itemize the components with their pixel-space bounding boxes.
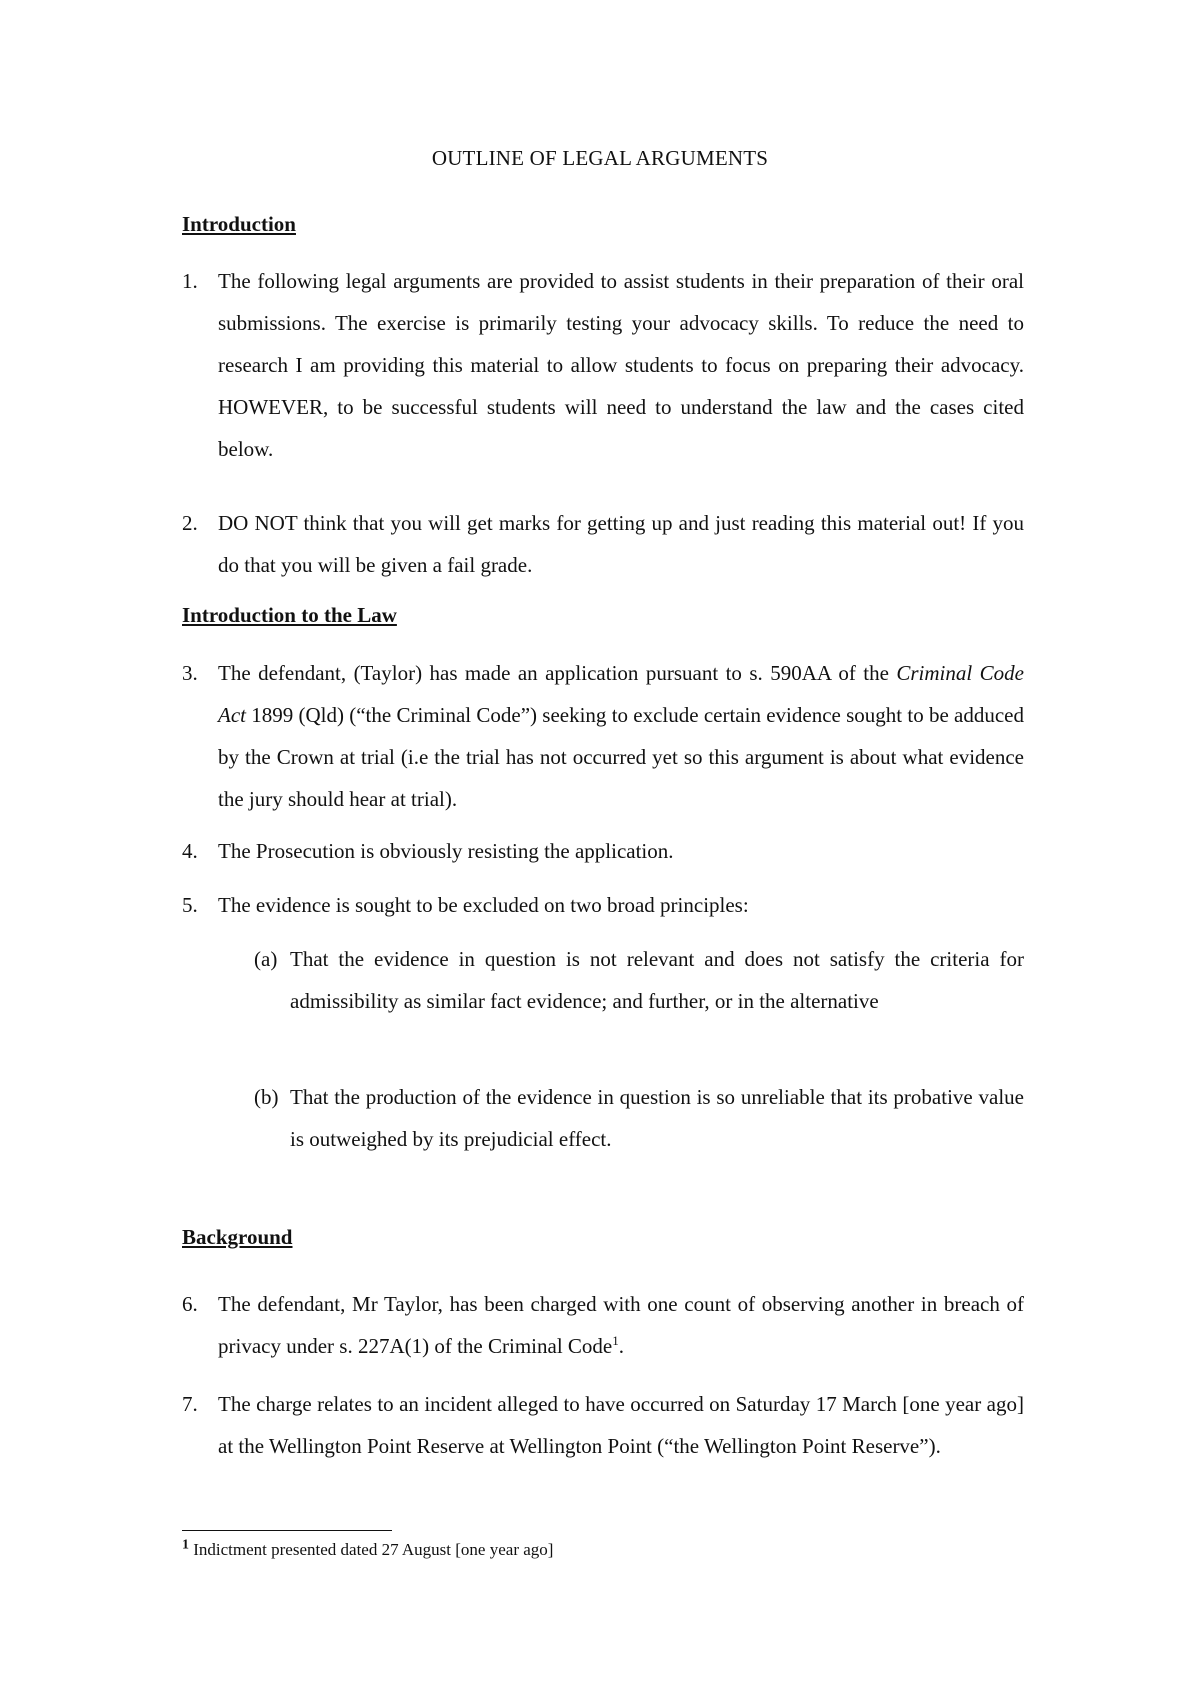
subparagraph-a — [254, 938, 1024, 1022]
paragraph-3 — [182, 652, 1024, 820]
paragraph-text — [218, 1283, 1024, 1367]
footnote-separator — [182, 1530, 392, 1531]
paragraph-1 — [182, 260, 1024, 470]
paragraph-text-part: The defendant, (Taylor) has made an application pursuant to s. 590AA of the — [218, 661, 897, 685]
heading-introduction: Introduction — [182, 212, 296, 236]
document-title: OUTLINE OF LEGAL ARGUMENTS — [431, 146, 769, 170]
paragraph-text-part: The defendant, Mr Taylor, has been charged with one count of observing another in breach of privacy under s. 227A(1) of the Criminal Code — [218, 1292, 1024, 1358]
paragraph-number: 3. — [182, 661, 198, 685]
paragraph-number: 2. — [182, 511, 198, 535]
paragraph-7 — [182, 1383, 1024, 1467]
subparagraph-text: That the evidence in question is not relevant and does not satisfy the criteria for admissibility as similar fact evidence; and further, or in the alternative — [290, 947, 1024, 1013]
paragraph-text: DO NOT think that you will get marks for getting up and just reading this material out! If you do that you will be given a fail grade. — [218, 511, 1024, 577]
footnote — [182, 1537, 554, 1560]
heading-background: Background — [182, 1225, 293, 1249]
subparagraph-label: (a) — [254, 947, 278, 971]
footnote-number: 1 — [182, 1537, 189, 1553]
statute-name: Criminal Code Act — [218, 661, 1024, 727]
paragraph-number: 4. — [182, 839, 198, 863]
heading-introduction-to-the-law: Introduction to the Law — [182, 603, 397, 627]
paragraph-6 — [182, 1283, 1024, 1367]
paragraph-text-part: 1899 (Qld) (“the Criminal Code”) seeking to exclude certain evidence sought to be adduced by the Crown at trial (i.e the trial has not occurred yet so this argument is about what evidence the jury should hear at trial). — [218, 703, 1024, 811]
paragraph-text: The Prosecution is obviously resisting the application. — [218, 839, 674, 863]
subparagraph-label: (b) — [254, 1085, 279, 1109]
paragraph-number: 1. — [182, 269, 198, 293]
paragraph-2 — [182, 502, 1024, 586]
paragraph-text — [218, 652, 1024, 820]
footnote-text: Indictment presented dated 27 August [one year ago] — [189, 1540, 554, 1559]
paragraph-number: 7. — [182, 1392, 198, 1416]
paragraph-text: The charge relates to an incident alleged to have occurred on Saturday 17 March [one year ago] at the Wellington Point Reserve at Wellington Point (“the Wellington Point Reserve”). — [218, 1392, 1024, 1458]
paragraph-4 — [182, 830, 1024, 872]
footnote-reference: 1 — [612, 1333, 619, 1348]
paragraph-text: The following legal arguments are provided to assist students in their preparation of their oral submissions. The exercise is primarily testing your advocacy skills. To reduce the need to research I am providing this material to allow students to focus on preparing their advocacy. HOWEVER, to be successful students will need to understand the law and the cases cited below. — [218, 269, 1024, 461]
paragraph-number: 5. — [182, 893, 198, 917]
paragraph-number: 6. — [182, 1292, 198, 1316]
subparagraph-b — [254, 1076, 1024, 1160]
subparagraph-text: That the production of the evidence in question is so unreliable that its probative value is outweighed by its prejudicial effect. — [290, 1085, 1024, 1151]
paragraph-text: The evidence is sought to be excluded on two broad principles: — [218, 893, 749, 917]
paragraph-text-part: . — [618, 1334, 624, 1358]
paragraph-5 — [182, 884, 1024, 926]
